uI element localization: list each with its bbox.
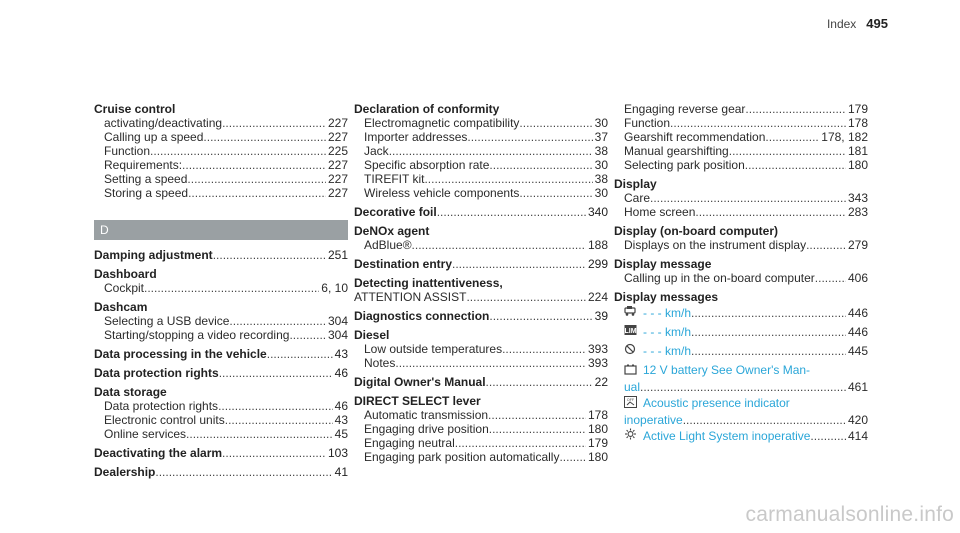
entry-heading: Dashcam [94,300,148,314]
page-ref[interactable]: 43 [334,347,348,361]
subentry-label: ATTENTION ASSIST [354,290,467,304]
ape-off-icon [624,396,637,408]
entry-heading: Display messages [614,290,719,304]
entry-heading: Display (on-board computer) [614,224,779,238]
battery-icon [624,363,637,375]
entry-denox-agent [354,224,608,252]
page-ref[interactable]: 178 [587,408,608,422]
subentry-label: activating/deactivating [104,116,223,130]
page-ref[interactable]: 180 [587,450,608,464]
subentry-label: Electromagnetic compatibility [364,116,520,130]
subentry-label: Gearshift recommendation [624,130,766,144]
page-ref[interactable]: 414 [847,429,868,443]
subentry[interactable] [614,130,868,144]
subentry[interactable] [354,408,608,422]
page-ref[interactable]: 227 [327,158,348,172]
entry-cruise-control [94,102,348,200]
subentry-label: Jack [364,144,389,158]
message-link[interactable]: Acoustic presence indicator [643,396,790,410]
page-ref[interactable]: 224 [587,290,608,304]
page-ref[interactable]: 179 [847,102,868,116]
subentry-label: Engaging neutral [364,436,455,450]
subentry[interactable] [614,394,868,413]
subentry-label: Selecting a USB device [104,314,230,328]
subentry-label: Wireless vehicle components [364,186,520,200]
page-ref[interactable]: 279 [847,238,868,252]
subentry-label: Importer addresses [364,130,468,144]
subentry-label: Requirements: [104,158,183,172]
page-ref[interactable]: 393 [587,356,608,370]
subentry-label: AdBlue® [364,238,412,252]
entry-heading: Declaration of conformity [354,102,500,116]
page-ref[interactable]: 43 [334,413,348,427]
subentry[interactable] [94,144,348,158]
page-ref[interactable]: 340 [587,205,608,219]
subentry[interactable] [614,380,868,394]
subentry-label: Setting a speed [104,172,188,186]
subentry[interactable] [354,172,608,186]
subentry[interactable] [614,323,868,342]
page-ref[interactable]: 46 [334,399,348,413]
page-ref[interactable]: 445 [847,344,868,358]
page-ref[interactable]: 461 [847,380,868,394]
subentry[interactable] [94,399,348,413]
entry-heading: Cruise control [94,102,176,116]
subentry[interactable] [614,342,868,361]
light-system-icon [624,428,637,440]
subentry-label: Function [104,144,151,158]
subentry-label: Data protection rights [104,399,219,413]
entry-heading: Display [614,177,657,191]
page-ref[interactable]: 22 [594,375,608,389]
subentry[interactable] [614,413,868,427]
page-ref[interactable]: 45 [334,427,348,441]
subentry[interactable] [94,186,348,200]
subentry-label: Specific absorption rate [364,158,490,172]
subentry-label: Low outside temperatures [364,342,503,356]
subentry[interactable] [614,304,868,323]
subentry[interactable] [614,116,868,130]
entry-diesel [354,328,608,370]
subentry[interactable] [614,361,868,380]
message-link[interactable]: 12 V battery See Owner's Man- [643,363,811,377]
lim-icon [624,324,637,336]
subentry[interactable] [354,436,608,450]
subentry[interactable] [614,427,868,446]
entry-display-onboard-computer [614,224,868,252]
page-ref[interactable]: 406 [847,271,868,285]
entry-direct-select-continued [614,102,868,172]
page-ref[interactable]: 38 [594,172,608,186]
entry-data-processing[interactable] [94,347,348,361]
subentry[interactable] [614,271,868,285]
entry-heading: Damping adjustment [94,248,213,262]
page-ref[interactable]: 304 [327,328,348,342]
entry-heading: Display message [614,257,712,271]
page-ref[interactable]: 30 [594,158,608,172]
page-ref[interactable]: 180 [847,158,868,172]
page-ref[interactable]: 393 [587,342,608,356]
page-ref[interactable]: 251 [327,248,348,262]
entry-damping-adjustment[interactable] [94,248,348,262]
subentry[interactable] [94,427,348,441]
entry-declaration [354,102,608,200]
message-link-cont[interactable]: inoperative [624,413,683,427]
subentry[interactable] [614,238,868,252]
entry-data-protection[interactable] [94,366,348,380]
page-ref[interactable]: 41 [334,465,348,479]
message-link[interactable]: Active Light System inoperative [643,429,811,443]
entry-display-message [614,257,868,285]
subentry[interactable] [614,102,868,116]
page-ref[interactable]: 188 [587,238,608,252]
page-ref[interactable]: 178, 182 [821,130,868,144]
subentry[interactable] [614,191,868,205]
subentry[interactable] [94,172,348,186]
page-ref[interactable]: 37 [594,130,608,144]
subentry[interactable] [354,144,608,158]
page-ref[interactable]: 225 [327,144,348,158]
header-title: Index [826,17,857,31]
message-link[interactable]: - - - km/h [643,344,691,358]
subentry[interactable] [94,314,348,328]
subentry-label: Home screen [624,205,696,219]
subentry-label: Notes [364,356,396,370]
page-ref[interactable]: 420 [847,413,868,427]
subentry[interactable] [94,158,348,172]
subentry[interactable] [94,413,348,427]
subentry-label: Displays on the instrument display [624,238,807,252]
entry-diagnostics-connection[interactable] [354,309,608,323]
page-ref[interactable]: 446 [847,306,868,320]
subentry[interactable] [354,356,608,370]
subentry[interactable] [354,450,608,464]
entry-decorative-foil[interactable] [354,205,608,219]
subentry-label: Engaging park position automatically [364,450,560,464]
subentry-label: Engaging reverse gear [624,102,746,116]
page-ref[interactable]: 446 [847,325,868,339]
entry-heading: Destination entry [354,257,453,271]
entry-heading: Deactivating the alarm [94,446,223,460]
entry-digital-owners-manual[interactable] [354,375,608,389]
subentry[interactable] [94,130,348,144]
entry-dashcam [94,300,348,342]
subentry-label: Care [624,191,651,205]
subentry[interactable] [614,158,868,172]
message-link[interactable]: - - - km/h [643,306,691,320]
svg-text:OFF: OFF [626,398,635,402]
page-ref[interactable]: 343 [847,191,868,205]
sign-prohibited-icon [624,343,637,355]
subentry[interactable] [614,205,868,219]
page-ref[interactable]: 30 [594,186,608,200]
entry-heading: Diesel [354,328,390,342]
entry-dashboard [94,267,348,295]
entry-heading: DeNOx agent [354,224,430,238]
subentry[interactable] [354,116,608,130]
page-ref[interactable]: 30 [594,116,608,130]
subentry[interactable] [354,422,608,436]
section-letter-d: D [94,220,348,240]
entry-heading: Decorative foil [354,205,437,219]
subentry[interactable] [94,328,348,342]
subentry[interactable] [354,130,608,144]
watermark: carmanualsonline.info [745,503,954,526]
entry-display [614,177,868,219]
subentry-label: Function [624,116,671,130]
page-ref[interactable]: 227 [327,172,348,186]
page-ref[interactable]: 178 [847,116,868,130]
subentry-label: Storing a speed [104,186,189,200]
page-ref[interactable]: 181 [847,144,868,158]
message-link[interactable]: - - - km/h [643,325,691,339]
subentry[interactable] [354,158,608,172]
entry-direct-select-lever [354,394,608,464]
message-link-cont[interactable]: ual [624,380,641,394]
page-ref[interactable]: 180 [587,422,608,436]
page-ref[interactable]: 179 [587,436,608,450]
page-ref[interactable]: 46 [334,366,348,380]
subentry[interactable] [354,186,608,200]
subentry[interactable] [354,290,608,304]
subentry[interactable] [614,144,868,158]
page-ref[interactable]: 283 [847,205,868,219]
index-column-1 [94,102,348,484]
entry-detecting-inattentiveness [354,276,608,304]
entry-heading: Diagnostics connection [354,309,490,323]
entry-heading: Digital Owner's Manual [354,375,486,389]
subentry-label: Manual gearshifting [624,144,729,158]
entry-heading: Data storage [94,385,167,399]
index-column-3 [614,102,868,451]
subentry[interactable] [94,116,348,130]
entry-heading: Dashboard [94,267,157,281]
page-ref[interactable]: 227 [327,130,348,144]
subentry-label: Online services [104,427,187,441]
subentry-label: Electronic control units [104,413,225,427]
page-ref[interactable]: 39 [594,309,608,323]
page-header [827,16,888,31]
page-number: 495 [866,16,888,31]
subentry-label: TIREFIT kit [364,172,425,186]
entry-heading: Data processing in the vehicle [94,347,267,361]
subentry-label: Starting/stopping a video recording [104,328,290,342]
subentry[interactable] [354,238,608,252]
entry-destination-entry[interactable] [354,257,608,271]
subentry-label: Automatic transmission [364,408,489,422]
page-ref[interactable]: 103 [327,446,348,460]
subentry[interactable] [94,281,348,295]
entry-heading: Data protection rights [94,366,219,380]
subentry-label: Selecting park position [624,158,745,172]
entry-deactivating-alarm[interactable] [94,446,348,460]
page-ref[interactable]: 227 [327,186,348,200]
subentry-label: Calling up a speed [104,130,204,144]
entry-heading: Detecting inattentiveness, [354,276,503,290]
subentry-label: Engaging drive position [364,422,489,436]
subentry-label: Calling up in the on-board computer [624,271,815,285]
subentry[interactable] [354,342,608,356]
page-ref[interactable]: 227 [327,116,348,130]
svg-text:LIM: LIM [624,328,637,335]
page-ref[interactable]: 38 [594,144,608,158]
entry-heading: Dealership [94,465,156,479]
entry-heading: DIRECT SELECT lever [354,394,481,408]
vehicle-speed-icon [624,305,637,317]
index-column-2 [354,102,608,469]
entry-display-messages [614,290,868,446]
subentry-label: Cockpit [104,281,145,295]
page-ref[interactable]: 299 [587,257,608,271]
entry-dealership[interactable] [94,465,348,479]
page-ref[interactable]: 304 [327,314,348,328]
entry-data-storage [94,385,348,441]
page-ref[interactable]: 6, 10 [321,281,348,295]
